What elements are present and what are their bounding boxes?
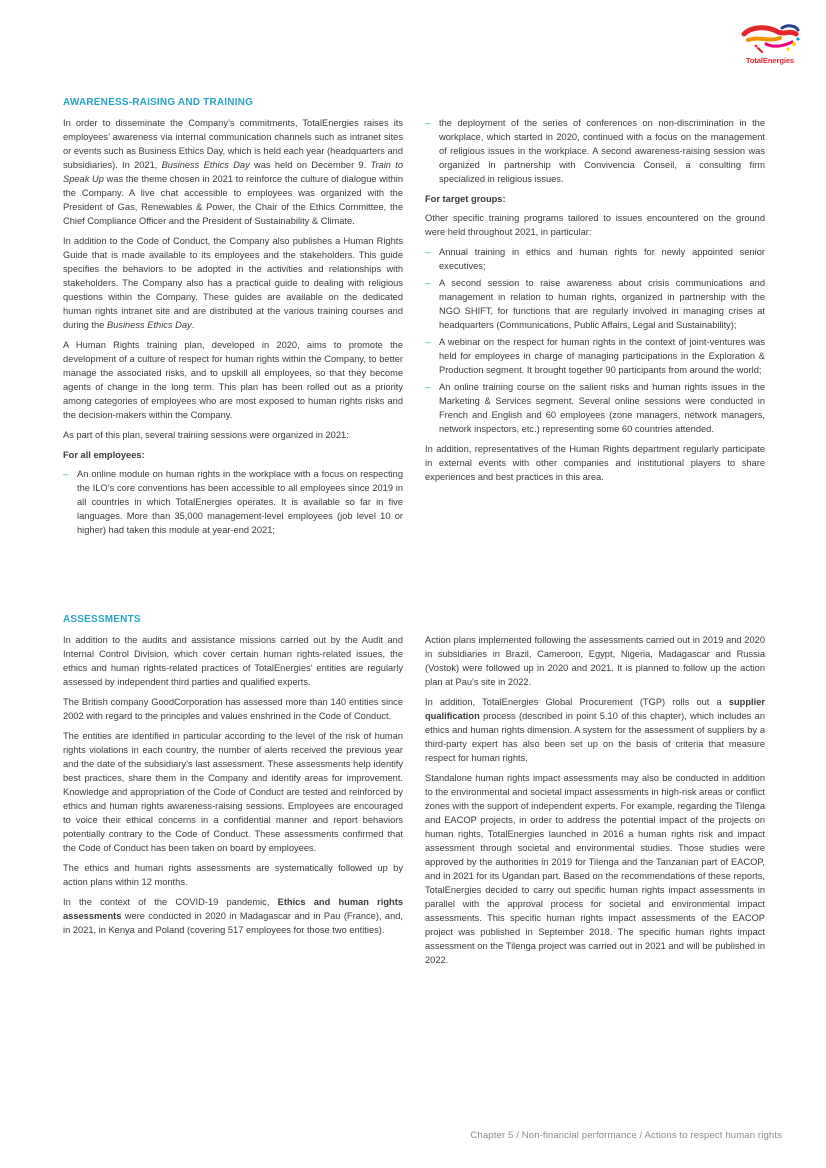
supplier-qualification-bold: supplier qualification bbox=[425, 697, 765, 721]
list-item: – Annual training in ethics and human rights for newly appointed senior executives; bbox=[425, 245, 765, 273]
training-paragraph-2: In addition to the Code of Conduct, the Company also publishes a Human Rights Guide that is made available to its employees and the stakeholders. This guide specifies the behaviors to be adopted in the activities and relationships with stakeholders. The Company also has a practical guide to dealing with religious questions within the Company. These guides are available on the dedicated human rights intranet site and are distributed at the various training courses and during the Business Ethics Day. bbox=[63, 236, 403, 330]
assessments-paragraph-8: Standalone human rights impact assessments may also be conducted in addition to the environmental and societal impact assessments in high-risk areas or conflict zones with the support of independent experts. For example, regarding the Tilenga and EACOP projects, in order to address the potential impact of the projects on human rights, TotalEnergies launched in 2016 a human rights risk and impact assessment through societal and environmental studies. Those studies were approved by the authorities in 2019 for Tilenga and the Tanzanian part of EACOP, and in 2021 for its Ugandan part. Based on the recommendations of these reports, TotalEnergies decided to carry out specific human rights impact assessments in parallel with the approval process for societal and environmental impact assessments. This specific human rights impact assessments of the EACOP project was published in September 2018. The specific human rights impact assessment on the Tilenga project was carried out in 2021 and will be published in 2022. bbox=[425, 773, 765, 965]
assessments-paragraph-6: Action plans implemented following the assessments carried out in 2019 and 2020 in subsidiaries in Brazil, Cameroon, Egypt, Nigeria, Madagascar and Russia (Vostok) were followed up in 2020 and 2021. It is planned to follow up the action plan at Pau's site in 2022. bbox=[425, 635, 765, 687]
training-paragraph-1: In order to disseminate the Company’s commitments, TotalEnergies raises its employees’ awareness via internal communication channels such as intranet sites or events such as Business Ethics Day, which is held each year (headquarters and subsidiaries). In 2021, Business Ethics Day was held on December 9. Train to Speak Up was the theme chosen in 2021 to reinforce the culture of dialogue within the Company. A live chat accessible to employees was organized with the President of Gas, Renewables & Power, the Chair of the Ethics Committee, the Chief Compliance Officer and the President of Sustainability & Climate. bbox=[63, 118, 403, 226]
assessments-paragraph-2: The British company GoodCorporation has assessed more than 140 entities since 2002 with regard to the principles and values enshrined in the Code of Conduct. bbox=[63, 697, 403, 721]
all-employees-heading: For all employees: bbox=[63, 450, 145, 460]
training-left-column bbox=[63, 116, 403, 543]
assessments-right-column bbox=[425, 633, 765, 973]
totalenergies-logo bbox=[738, 22, 802, 68]
logo-text: TotalEnergies bbox=[745, 56, 795, 65]
training-right-column bbox=[425, 116, 765, 490]
list-item: – An online module on human rights in the workplace with a focus on respecting the ILO’s core conventions has been accessible to all employees since 2019 in all countries in which TotalEnergies operates. It is available so far in five languages. More than 35,000 management-level employees (job level 10 or higher) had taken this module at year-end 2021; bbox=[63, 467, 403, 537]
list-item: – A webinar on the respect for human rights in the context of joint-ventures was held for employees in charge of managing participations in the Exploration & Production segment. It brought together 90 participants from around the world; bbox=[425, 335, 765, 377]
training-paragraph-3: A Human Rights training plan, developed in 2020, aims to promote the development of a culture of respect for human rights within the Company, to better manage the associated risks, and to upskill all employees, so that they become agents of change in the long term. This plan has been rolled out as a priority among categories of employees who are most exposed to human rights risks and the decision-makers within the Company. bbox=[63, 340, 403, 420]
section-title-assessments: ASSESSMENTS bbox=[63, 614, 141, 625]
train-to-speak-up-italic: Train to Speak Up bbox=[63, 160, 403, 184]
all-employees-list-continued bbox=[425, 116, 765, 186]
assessments-paragraph-3: The entities are identified in particular according to the level of the risk of human rights violations in each country, the number of alerts received the previous year and the date of the subsidiary’s last assessment. These assessments help identify best practices, share them in the Company and identify areas for improvement. Knowledge and appropriation of the Code of Conduct are tested and reinforced by ethics and human rights awareness-raising sessions. Employees are encouraged to voice their ethical concerns in a confidential manner and report behaviors potentially contrary to the Code of Conduct. These assessments confirmed that the Code of Conduct has been taken on board by employees. bbox=[63, 731, 403, 853]
assessments-paragraph-1: In addition to the audits and assistance missions carried out by the Audit and Internal Control Division, which cover certain human rights-related issues, the ethics and human rights-related practices of TotalEnergies’ entities are regularly assessed by independent third parties and qualified experts. bbox=[63, 635, 403, 687]
assessments-paragraph-7: In addition, TotalEnergies Global Procurement (TGP) rolls out a supplier qualification process (described in point 5.10 of this chapter), which includes an ethics and human rights dimension. A system for the assessment of suppliers by a third-party expert has also been set up on the basis of criteria that measure respect for human rights. bbox=[425, 697, 765, 763]
ethics-assessments-bold: Ethics and human rights assessments bbox=[63, 897, 403, 921]
assessments-left-column bbox=[63, 633, 403, 943]
assessments-paragraph-5: In the context of the COVID-19 pandemic, Ethics and human rights assessments were conducted in 2020 in Madagascar and in Pau (France), and, in 2021, in Kenya and Poland (covering 517 employees for those two entities). bbox=[63, 897, 403, 935]
training-closing-paragraph: In addition, representatives of the Human Rights department regularly participate in external events with other companies and institutional players to share experiences and best practices in this area. bbox=[425, 444, 765, 482]
list-item: – An online training course on the salient risks and human rights issues in the Marketing & Services segment. Several online sessions were conducted in French and English and 60 employees (zone managers, network managers, network inspectors, etc.) representing some 60 countries attended. bbox=[425, 380, 765, 436]
business-ethics-day-italic: Business Ethics Day bbox=[161, 160, 250, 170]
target-groups-list bbox=[425, 245, 765, 436]
all-employees-list bbox=[63, 467, 403, 537]
business-ethics-day-italic: Business Ethics Day bbox=[106, 320, 192, 330]
list-item: – the deployment of the series of conferences on non-discrimination in the workplace, which started in 2020, continued with a focus on the management of religious issues in the workplace. A second awareness-raising session was organized in partnership with Convivencia Conseil, a consulting firm specialized in religious issues. bbox=[425, 116, 765, 186]
training-paragraph-4: As part of this plan, several training sessions were organized in 2021: bbox=[63, 430, 349, 440]
list-item: – A second session to raise awareness about crisis communications and management in relation to human rights, organized in partnership with the NGO SHIFT, for functions that are regularly involved in managing crises at headquarters (Communications, Public Affairs, Legal and Sustainability); bbox=[425, 276, 765, 332]
logo-mark-icon bbox=[738, 22, 802, 56]
assessments-paragraph-4: The ethics and human rights assessments are systematically followed up by action plans within 12 months. bbox=[63, 863, 403, 887]
page-footer: Chapter 5 / Non-financial performance / Actions to respect human rights bbox=[470, 1130, 782, 1141]
target-groups-heading: For target groups: bbox=[425, 194, 506, 204]
target-groups-intro: Other specific training programs tailored to issues encountered on the ground were held throughout 2021, in particular: bbox=[425, 213, 765, 237]
section-title-training: AWARENESS-RAISING AND TRAINING bbox=[63, 97, 254, 108]
